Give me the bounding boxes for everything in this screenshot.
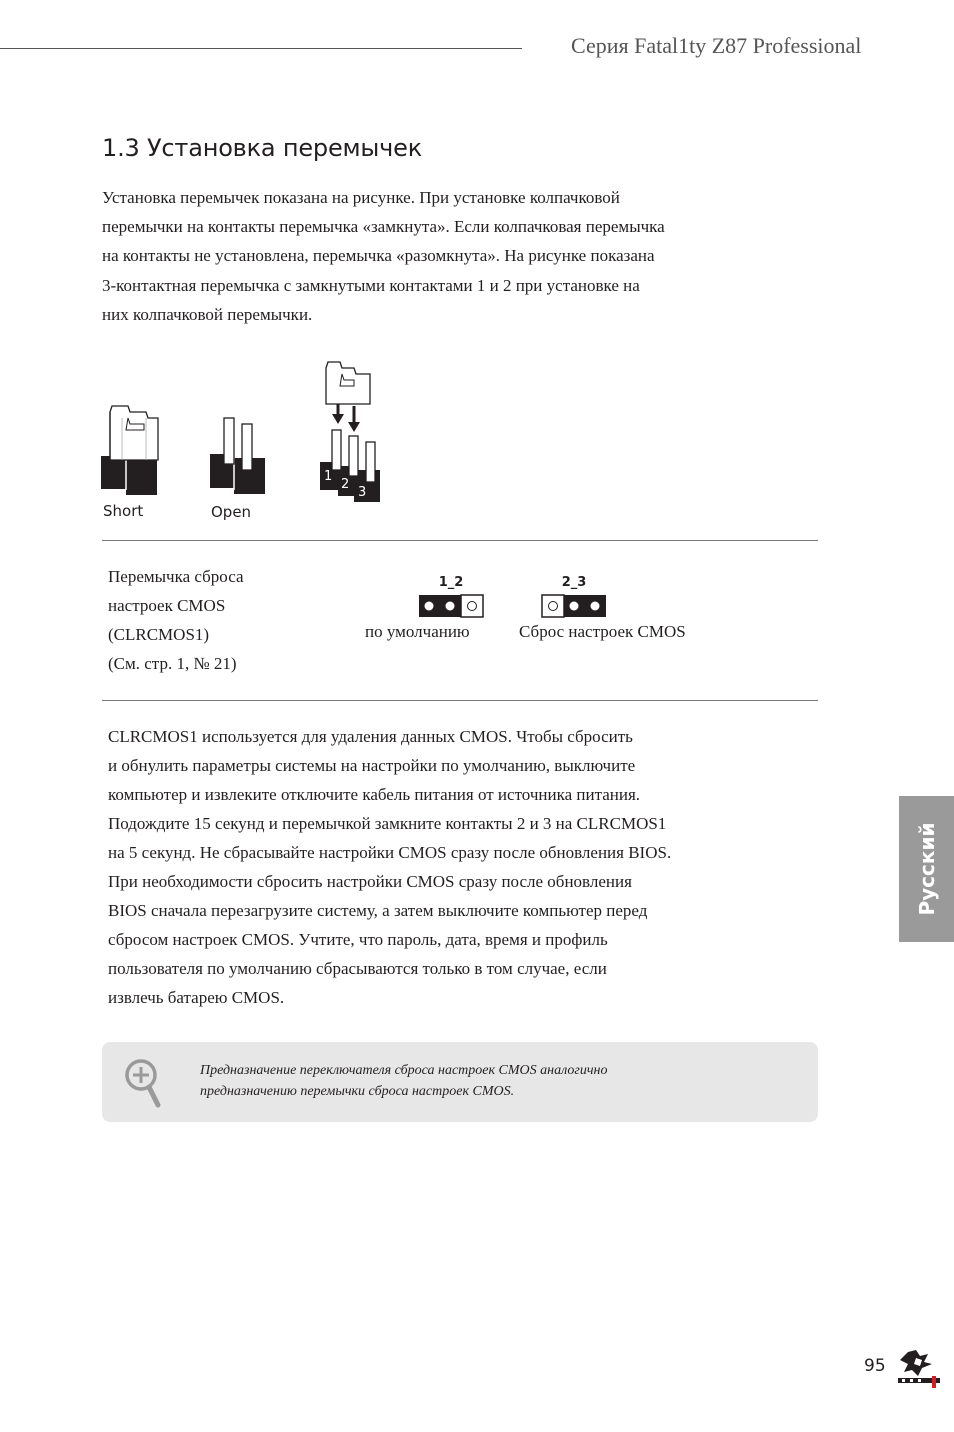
- text-line: них колпачковой перемычки.: [102, 304, 313, 324]
- pin-row-default: [418, 594, 484, 618]
- intro-paragraph: [102, 183, 802, 329]
- magnifier-plus-icon: [124, 1058, 162, 1110]
- language-tab-label: Русский: [914, 822, 939, 916]
- series-title: Серия Fatal1ty Z87 Professional: [571, 33, 862, 58]
- three-pin-jumper: [320, 362, 380, 502]
- short-jumper: [101, 406, 158, 495]
- body-paragraph: [108, 722, 808, 1012]
- note-text: [200, 1060, 607, 1102]
- text-line: Подождите 15 секунд и перемычкой замкните контакты 2 и 3 на CLRCMOS1: [108, 814, 667, 833]
- section-title: 1.3 Установка перемычек: [102, 134, 423, 162]
- text-line: извлечь батарею CMOS.: [108, 988, 285, 1007]
- pin-diagram-default: [418, 575, 484, 611]
- reset-caption: Сброс настроек CMOS: [519, 622, 686, 641]
- text-line: настроек CMOS: [108, 596, 226, 615]
- open-jumper: [210, 418, 265, 494]
- page-number: 95: [864, 1356, 886, 1376]
- note-line: Предназначение переключателя сброса настроек CMOS аналогично: [200, 1063, 608, 1078]
- pin-diagram-reset: [541, 575, 607, 611]
- language-tab[interactable]: [899, 796, 954, 942]
- header-rule: [0, 48, 522, 49]
- pin-number: 1: [324, 469, 333, 484]
- text-line: сбросом настроек CMOS. Учтите, что пароль, дата, время и профиль: [108, 930, 608, 949]
- text-line: BIOS сначала перезагрузите систему, а затем выключите компьютер перед: [108, 901, 648, 920]
- text-line: на 5 секунд. Не сбрасывайте настройки CMOS сразу после обновления BIOS.: [108, 843, 672, 862]
- table-rule-bottom: [102, 700, 818, 701]
- text-line: Установка перемычек показана на рисунке. При установке колпачковой: [102, 188, 620, 207]
- pin-diagram-label: 2_3: [561, 575, 587, 590]
- text-line: перемычки на контакты перемычка «замкнута». Если колпачковая перемычка: [102, 217, 665, 237]
- text-line: Перемычка сброса: [108, 567, 244, 586]
- text-line: (См. стр. 1, № 21): [108, 654, 237, 673]
- text-line: пользователя по умолчанию сбрасываются только в том случае, если: [108, 959, 607, 978]
- default-caption: по умолчанию: [365, 622, 470, 641]
- note-line: предназначению перемычки сброса настроек CMOS.: [200, 1084, 515, 1099]
- text-line: (CLRCMOS1): [108, 625, 210, 644]
- text-line: на контакты не установлена, перемычка «разомкнута». На рисунке показана: [102, 246, 655, 266]
- jumper-drawing: [98, 356, 398, 506]
- table-rule-top: [102, 540, 818, 541]
- short-label: Short: [103, 502, 144, 520]
- jumper-illustration: [98, 356, 398, 526]
- text-line: 3-контактная перемычка с замкнутыми контактами 1 и 2 при установке на: [102, 275, 640, 295]
- pin-row-reset: [541, 594, 607, 618]
- open-label: Open: [211, 503, 252, 521]
- pin-number: 3: [358, 485, 367, 500]
- note-box: [102, 1042, 818, 1122]
- text-line: CLRCMOS1 используется для удаления данных CMOS. Чтобы сбросить: [108, 727, 633, 746]
- pin-number: 2: [341, 477, 350, 492]
- jumper-description: [108, 562, 244, 678]
- text-line: и обнулить параметры системы на настройки по умолчанию, выключите: [108, 756, 636, 775]
- text-line: При необходимости сбросить настройки CMOS сразу после обновления: [108, 872, 632, 891]
- pin-diagram-label: 1_2: [438, 575, 464, 590]
- fatal1ty-logo: [894, 1348, 944, 1390]
- text-line: компьютер и извлеките отключите кабель питания от источника питания.: [108, 785, 641, 804]
